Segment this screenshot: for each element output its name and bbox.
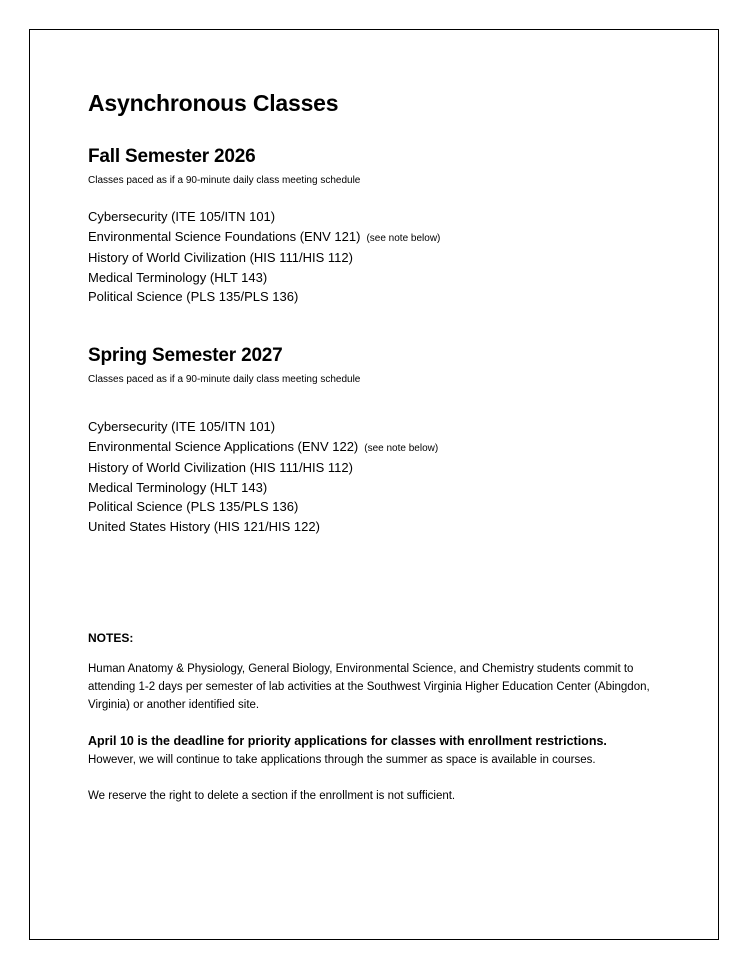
course-name: History of World Civilization (HIS 111/HIS 112) [88, 250, 353, 265]
course-name: History of World Civilization (HIS 111/HIS 112) [88, 460, 353, 475]
deadline-text: However, we will continue to take applications through the summer as space is available in courses. [88, 754, 596, 766]
course-name: Cybersecurity (ITE 105/ITN 101) [88, 209, 276, 224]
spring-semester-title: Spring Semester 2027 [88, 345, 283, 366]
list-item [88, 497, 438, 517]
list-item [88, 268, 440, 288]
notes-heading: NOTES: [88, 631, 134, 645]
spring-semester-subtitle: Classes paced as if a 90-minute daily class meeting schedule [88, 374, 361, 385]
list-item [88, 287, 440, 307]
course-note: (see note below) [364, 442, 439, 454]
list-item [88, 478, 438, 498]
list-item [88, 417, 438, 437]
deadline-bold-text: April 10 is the deadline for priority applications for classes with enrollment restrictions. [88, 734, 607, 748]
course-name: Political Science (PLS 135/PLS 136) [88, 499, 299, 514]
fall-semester-subtitle: Classes paced as if a 90-minute daily class meeting schedule [88, 175, 361, 186]
page-title: Asynchronous Classes [88, 90, 339, 116]
list-item [88, 248, 440, 268]
course-name: Cybersecurity (ITE 105/ITN 101) [88, 419, 276, 434]
course-name: Medical Terminology (HLT 143) [88, 479, 268, 495]
course-name: Medical Terminology (HLT 143) [88, 269, 268, 285]
course-name: Environmental Science Foundations (ENV 121) [88, 228, 361, 244]
list-item [88, 458, 438, 478]
course-name: Environmental Science Applications (ENV 122) [88, 438, 359, 454]
notes-lab-paragraph: Human Anatomy & Physiology, General Biology, Environmental Science, and Chemistry students commit to attending 1-2 days per semester of lab activities at the Southwest Virginia Higher Education Center (Abingdon, Virginia) or another identified site. [88, 663, 650, 711]
list-item [88, 437, 438, 459]
course-note: (see note below) [366, 232, 441, 244]
list-item [88, 227, 440, 249]
course-name: United States History (HIS 121/HIS 122) [88, 518, 320, 534]
fall-semester-title: Fall Semester 2026 [88, 146, 256, 167]
list-item [88, 517, 438, 537]
course-name: Political Science (PLS 135/PLS 136) [88, 289, 299, 304]
notes-deadline-paragraph [88, 732, 668, 769]
notes-reserve-paragraph: We reserve the right to delete a section if the enrollment is not sufficient. [88, 790, 456, 802]
list-item [88, 207, 440, 227]
fall-course-list [88, 207, 440, 307]
spring-course-list [88, 417, 438, 536]
